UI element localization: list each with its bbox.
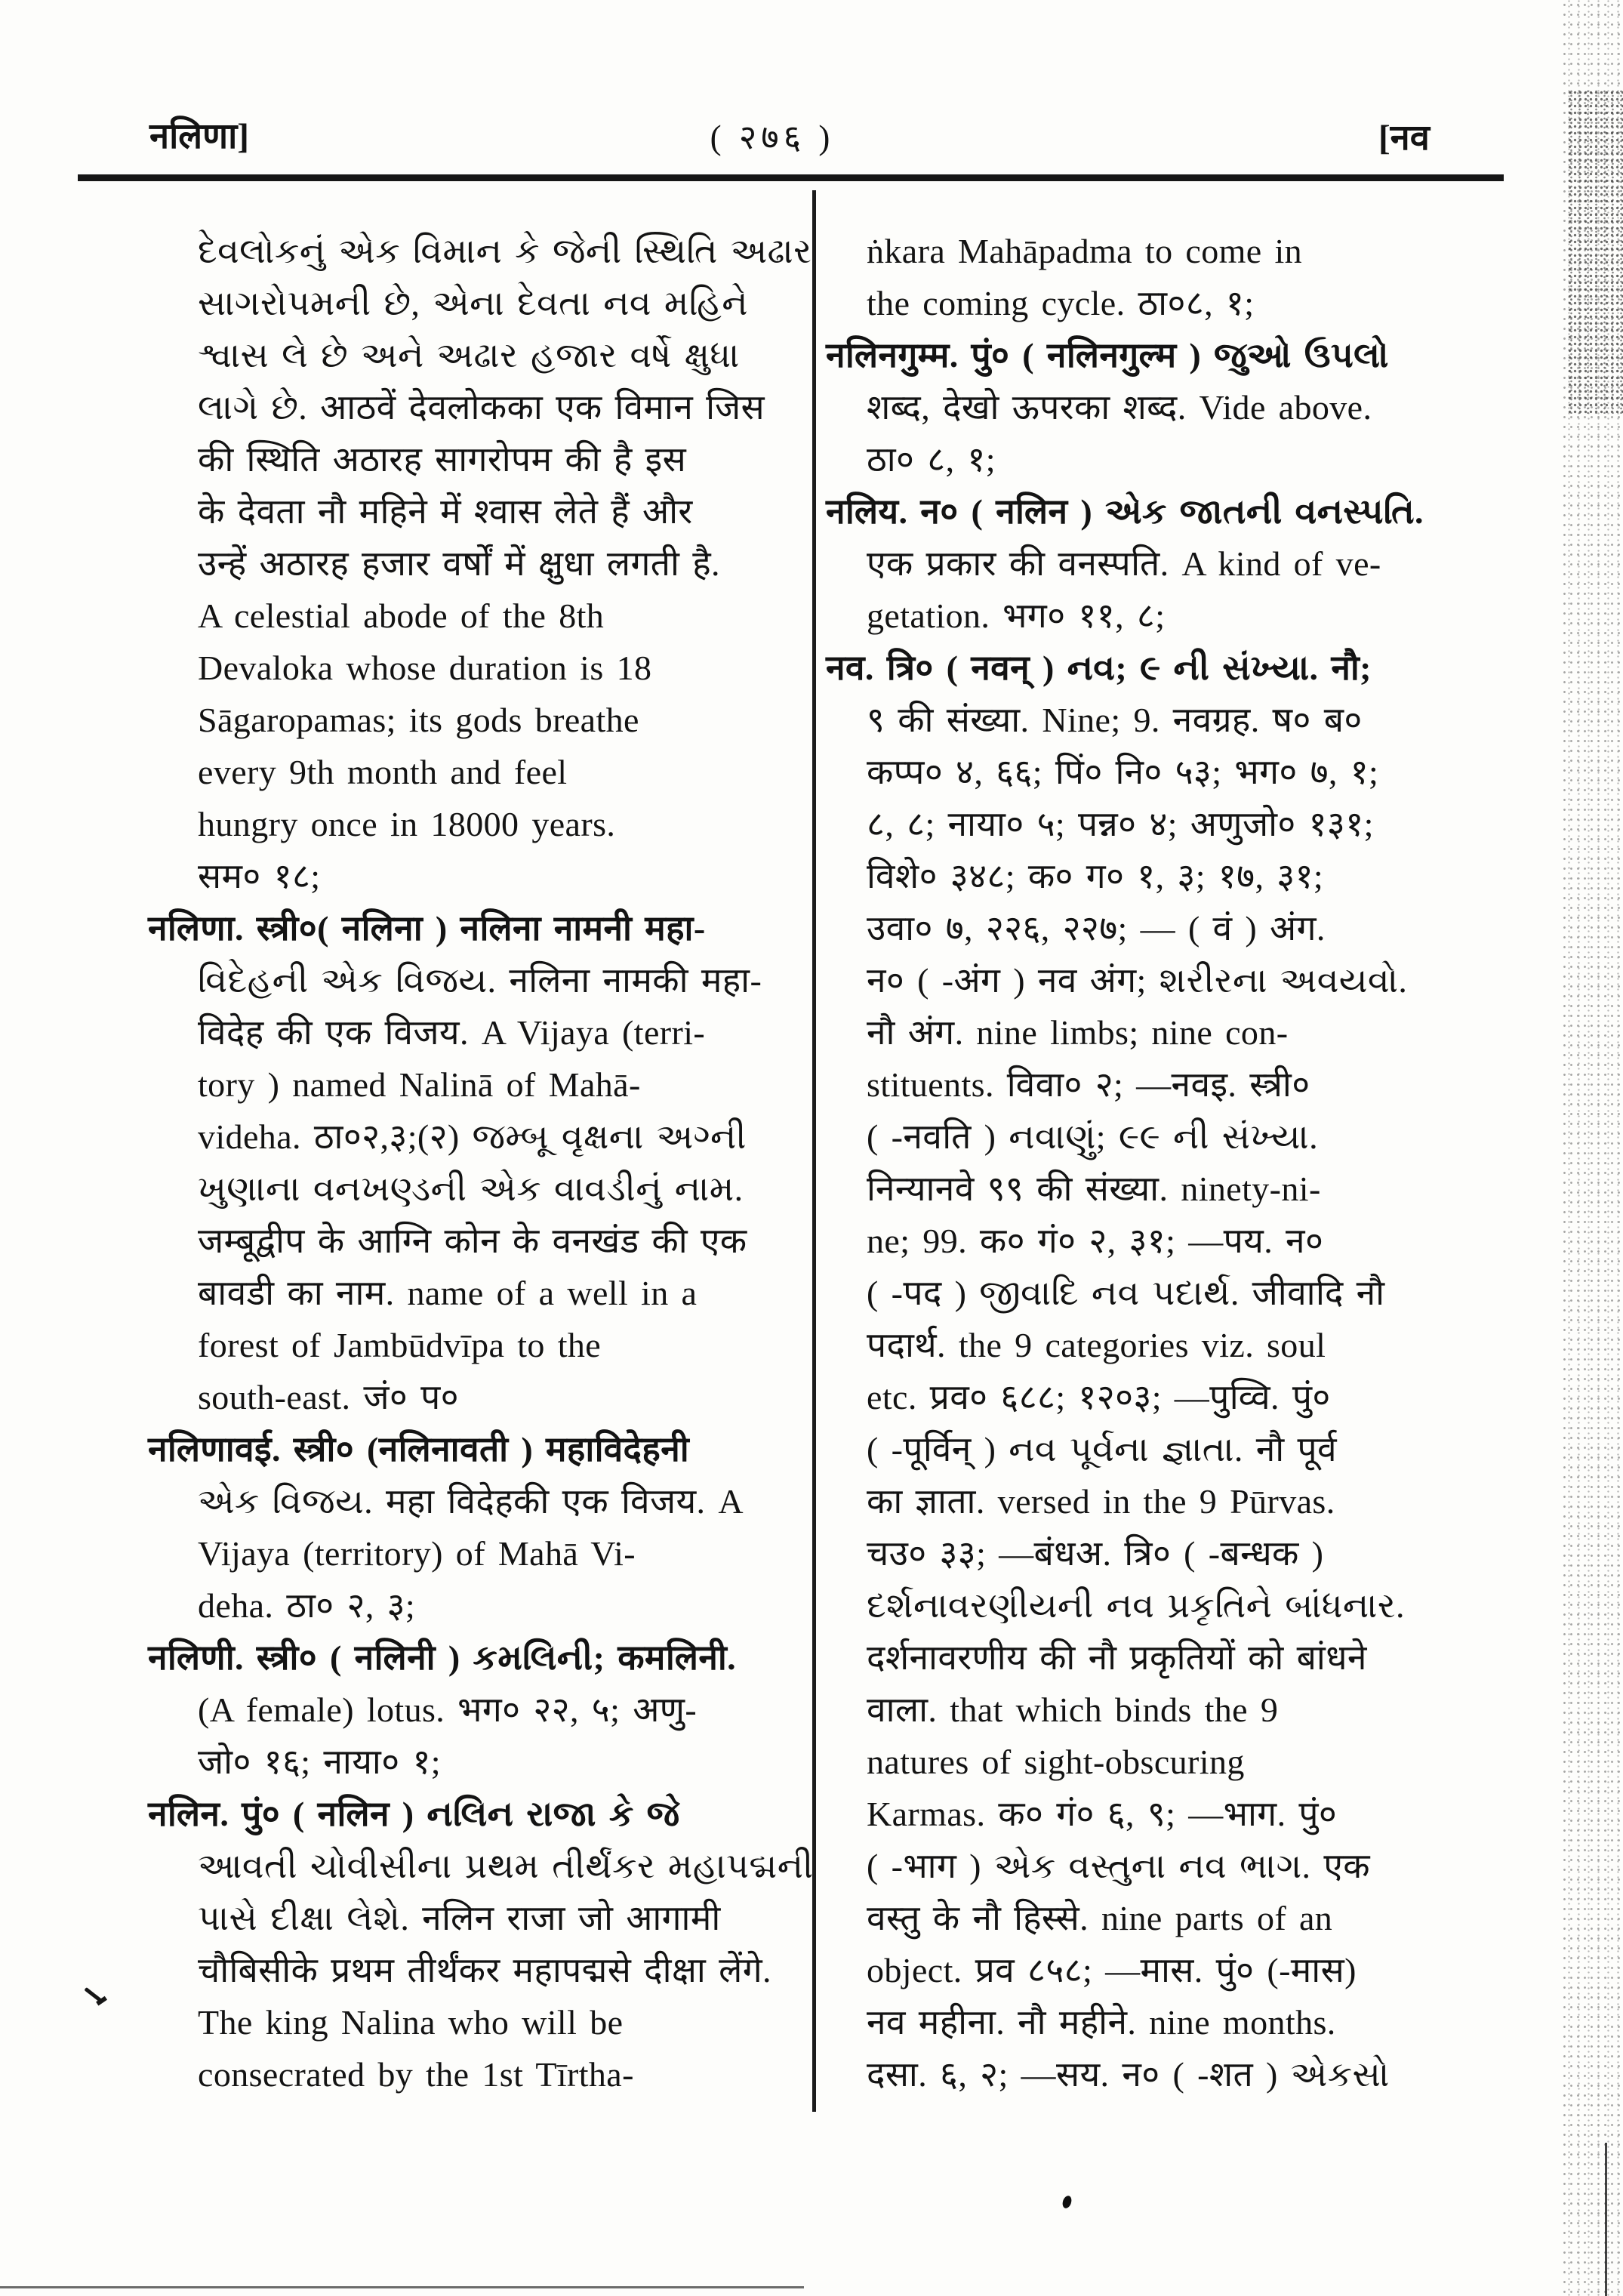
text-line: tory ) named Nalinā of Mahā- xyxy=(198,1065,641,1104)
stray-pen-mark xyxy=(84,1987,103,2003)
text-line: શ્વાસ લે છે અને અઢાર હજાર વર્ષે ક્ષુધા xyxy=(198,336,740,374)
text-line: consecrated by the 1st Tīrtha- xyxy=(198,2055,634,2094)
text-line: દર્શનાવરણીયની નવ પ્રકૃતિને બાંધનાર. xyxy=(867,1586,1405,1625)
text-line: नव. त्रि० ( नवन् ) નવ; ૯ ની સંખ્યા. नौ; xyxy=(826,649,1372,687)
column-divider xyxy=(812,190,816,2112)
text-line: विशे० ३४८; क० ग० १, ३; १७, ३१; xyxy=(867,857,1324,895)
text-line: दर्शनावरणीय की नौ प्रकृतियों को बांधने xyxy=(867,1638,1367,1677)
text-line: नलिय. न० ( नलिन ) એક જાતની વનસ્પતિ. xyxy=(826,492,1424,531)
text-line: नलिन. पुं० ( नलिन ) નલિન રાજા કે જે xyxy=(148,1795,680,1833)
text-line: Devaloka whose duration is 18 xyxy=(198,649,652,687)
text-line: एक प्रकार की वनस्पति. A kind of ve- xyxy=(867,544,1381,583)
text-line: videha. ठा०२,३;(२) જમ્બૂ વૃક્ષના અગ્ની xyxy=(198,1117,747,1156)
text-line: जो० १६; नाया० १; xyxy=(198,1743,441,1781)
text-line: विदेह की एक विजय. A Vijaya (terri- xyxy=(198,1013,706,1052)
text-line: दसा. ६, २; —सय. न० ( -शत ) એકસો xyxy=(867,2055,1390,2094)
scan-noise-corner xyxy=(1567,89,1623,414)
text-line: ( -नवति ) નવાણું; ૯૯ ની સંખ્યા. xyxy=(867,1117,1319,1156)
text-line: वस्तु के नौ हिस्से. nine parts of an xyxy=(867,1899,1333,1937)
text-line: લાગે છે. आठवें देवलोकका एक विमान जिस xyxy=(198,388,765,427)
text-line: getation. भग० ११, ८; xyxy=(867,596,1166,635)
text-line: every 9th month and feel xyxy=(198,753,568,791)
text-line: ṅkara Mahāpadma to come in xyxy=(867,232,1303,270)
text-line: object. प्रव ८५८; —मास. पुं० (-मास) xyxy=(867,1951,1357,1989)
text-line: Karmas. क० गं० ६, ९; —भाग. पुं० xyxy=(867,1795,1338,1833)
text-line: the coming cycle. ठा०८, १; xyxy=(867,284,1255,322)
text-line: नलिनगुम्म. पुं० ( नलिनगुल्म ) જુઓ ઉપલો xyxy=(826,336,1389,374)
text-line: नव महीना. नौ महीने. nine months. xyxy=(867,2003,1336,2042)
scan-edge-line xyxy=(1605,2143,1607,2296)
text-line: ( -पूर्विन् ) નવ પૂર્વના જ્ઞાતા. नौ पूर्व xyxy=(867,1430,1337,1469)
text-line: बावडी का नाम. name of a well in a xyxy=(198,1274,698,1312)
header-catchword-left: नलिणा] xyxy=(149,117,249,156)
text-line: नलिणी. स्त्री० ( नलिनी ) કમલિની; कमलिनी. xyxy=(148,1638,737,1677)
text-line: natures of sight-obscuring xyxy=(867,1743,1245,1781)
text-line: उन्हें अठारह हजार वर्षों में क्षुधा लगती है. xyxy=(198,544,720,583)
text-line: न० ( -अंग ) नव अंग; શરીરના અવયવો. xyxy=(867,961,1408,1000)
text-line: ( -भाग ) એક વસ્તુના નવ ભાગ. एक xyxy=(867,1847,1370,1885)
text-line: Sāgaropamas; its gods breathe xyxy=(198,701,639,739)
text-line: वाला. that which binds the 9 xyxy=(867,1690,1279,1729)
text-line: (A female) lotus. भग० २२, ५; अणु- xyxy=(198,1690,698,1729)
text-line: ખુણાના વનખણ્ડની એક વાવડીનું નામ. xyxy=(198,1170,744,1208)
text-line: जम्बूद्वीप के आग्नि कोन के वनखंड की एक xyxy=(198,1222,747,1260)
text-line: सम० १८; xyxy=(198,857,321,895)
text-line: उवा० ७, २२६, २२७; — ( वं ) अंग. xyxy=(867,909,1326,948)
text-line: hungry once in 18000 years. xyxy=(198,805,616,843)
bottom-edge-line xyxy=(0,2286,804,2288)
text-line: पदार्थ. the 9 categories viz. soul xyxy=(867,1326,1326,1364)
text-line: ( -पद ) જીવાદિ નવ પદાર્થ. जीवादि नौ xyxy=(867,1274,1385,1312)
text-line: Vijaya (territory) of Mahā Vi- xyxy=(198,1534,636,1573)
text-line: कप्प० ४, ६६; पिं० नि० ५३; भग० ७, १; xyxy=(867,753,1379,791)
text-line: વિદેહની એક વિજય. नलिना नामकी महा- xyxy=(198,961,762,1000)
page-number: ( २७६ ) xyxy=(710,119,835,156)
text-line: के देवता नौ महिने में श्वास लेते हैं और xyxy=(198,492,693,531)
header-rule xyxy=(78,174,1504,181)
text-line: की स्थिति अठारह सागरोपम की है इस xyxy=(198,440,687,479)
text-line: etc. प्रव० ६८८; १२०३; —पुव्वि. पुं० xyxy=(867,1378,1331,1416)
text-line: The king Nalina who will be xyxy=(198,2003,624,2042)
text-line: निन्यानवे ९९ की संख्या. ninety-ni- xyxy=(867,1170,1321,1208)
text-line: शब्द, देखो ऊपरका शब्द. Vide above. xyxy=(867,388,1372,427)
text-line: deha. ठा० २, ३; xyxy=(198,1586,416,1625)
text-line: એક વિજય. महा विदेहकी एक विजय. A xyxy=(198,1482,744,1521)
text-line: આવતી ચોવીસીના પ્રથમ તીર્થંકર મહાપદ્મની xyxy=(198,1847,814,1885)
text-line: का ज्ञाता. versed in the 9 Pūrvas. xyxy=(867,1482,1335,1521)
text-line: ne; 99. क० गं० २, ३१; —पय. न० xyxy=(867,1222,1324,1260)
left-column xyxy=(148,225,814,2100)
right-column xyxy=(826,225,1520,2100)
text-line: સાગરોપમની છે, એના દેવતા નવ મહિને xyxy=(198,284,748,322)
text-line: A celestial abode of the 8th xyxy=(198,596,605,635)
text-line: south-east. जं० प० xyxy=(198,1378,459,1416)
text-line: ९ की संख्या. Nine; 9. नवग्रह. ष० ब० xyxy=(867,701,1363,739)
text-line: પાસે દીક્ષા લેશે. नलिन राजा जो आगामी xyxy=(198,1899,721,1937)
text-line: चौबिसीके प्रथम तीर्थंकर महापद्मसे दीक्षा लेंगे. xyxy=(198,1951,771,1989)
text-line: stituents. विवा० २; —नवइ. स्त्री० xyxy=(867,1065,1310,1104)
ink-dot xyxy=(1061,2195,1073,2210)
header-catchword-right: [नव xyxy=(1378,119,1430,158)
text-line: नलिणा. स्त्री०( नलिना ) नलिना नामनी महा- xyxy=(148,909,706,948)
text-line: नलिणावई. स्त्री० (नलिनावती ) महाविदेहनी xyxy=(148,1430,690,1469)
text-line: forest of Jambūdvīpa to the xyxy=(198,1326,602,1364)
text-line: चउ० ३३; —बंधअ. त्रि० ( -बन्धक ) xyxy=(867,1534,1324,1573)
text-line: नौ अंग. nine limbs; nine con- xyxy=(867,1013,1289,1052)
text-line: ठा० ८, १; xyxy=(867,440,996,479)
text-line: દેવલોકનું એક વિમાન કે જેની સ્થિતિ અઢાર xyxy=(198,232,812,270)
text-line: ८, ८; नाया० ५; पन्न० ४; अणुजो० १३१; xyxy=(867,805,1374,843)
